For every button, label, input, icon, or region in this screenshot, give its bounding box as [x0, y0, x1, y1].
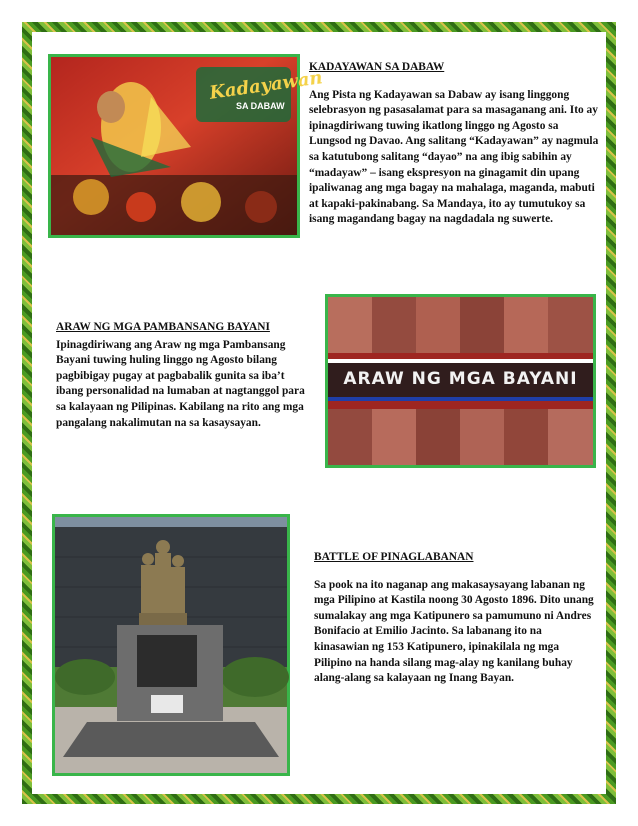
kadayawan-title: KADAYAWAN SA DABAW	[309, 61, 445, 73]
pinaglabanan-section	[314, 550, 596, 687]
kadayawan-body: Ang Pista ng Kadayawan sa Dabaw ay isang linggong selebrasyon ng pasasalamat para sa masaganang ani. Ito ay ipinagdiriwang tuwing ikatlong linggo ng Agosto sa Lungsod ng Davao. Ang salitang “Kadayawan” ay nagmula sa katutubong salitang “dayao” na ang ibig sabihin ay “madayaw” – isang ekspresyon na ginagamit din upang ipaliwanag ang mga bagay na mahalaga, maganda, mabuti at kapaki-pakinabang. Sa Mandaya, ito ay tumutukoy sa isang magandang bagay na nagdadala ng suwerte.	[309, 88, 599, 226]
pinaglabanan-title: BATTLE OF PINAGLABANAN	[314, 551, 474, 563]
kadayawan-logo-text: Kadayawan	[208, 67, 324, 104]
bayani-title: ARAW NG MGA PAMBANSANG BAYANI	[56, 321, 270, 333]
bayani-banner-text: ARAW NG MGA BAYANI	[343, 369, 578, 389]
araw-ng-mga-bayani-banner	[325, 294, 596, 468]
kadayawan-section	[309, 60, 599, 228]
bayani-section	[56, 320, 310, 431]
pinaglabanan-monument-photo	[52, 514, 290, 776]
monument-photo-art	[55, 517, 287, 773]
kadayawan-logo-subtext: SA DABAW	[236, 101, 285, 111]
kadayawan-festival-photo	[48, 54, 324, 238]
bayani-body: Ipinagdiriwang ang Araw ng mga Pambansang Bayani tuwing huling linggo ng Agosto bilang pagbibigay pugay at pagbabalik gunita sa iba’t ibang personalidad na lumaban at nagtanggol para sa kalayaan ng Pilipinas. Kabilang na rito ang mga pangalang nakalimutan na sa kasaysayan.	[56, 338, 305, 429]
pinaglabanan-body: Sa pook na ito naganap ang makasaysayang labanan ng mga Pilipino at Kastila noong 30 Agosto 1896. Dito unang sumalakay ang mga Katipunero sa pamumuno ni Andres Bonifacio at Emilio Jacinto. Sa labanang ito na kinasawian ng 153 Katipunero, ipinakilala ng mga Pilipino na handa silang mag-alay ng kanilang buhay alang-alang sa kalayaan ng Inang Bayan.	[314, 578, 594, 685]
